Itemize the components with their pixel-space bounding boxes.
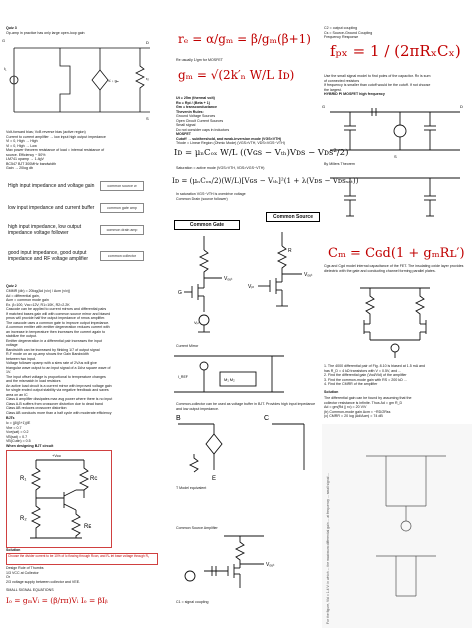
svg-text:I_REF: I_REF [178,375,188,379]
solution-text: Choose the divider current to be 10% of Ic flowing through Rcon, and Rₑ let base voltage through R₂ [8,554,150,558]
column-left [0,0,160,632]
notes-b: CMMR (db) = 20log(Ad (v/v) / Acm (v/v)) Ad = differential gain, Acm = common mode gain Ex. β=100, Vcc=12V, R1=10K, R2=2.2K Cascode can be applied to current mirrors and differential pairs If matched bases gain will with common source mirror and biased pmos will provide half the output impedance of nmos amplifier. The cascode uses a common gate to improve output impedance. A common emitter with emitter degeneration reduces current with an increase in temperature then increases the current again to stabilize the output. Emitter degeneration in a differential pair increases the input voltage Bandwidth can be increased by flinking 1/7 of output signal R-F mode on an op-amp shows the Gain Bandwidth between two input. Voltage follower opamp with a slew rate of 2V/us will give triangular wave output to an input signal of a 1khz square wave of 1V. The input offset voltage is proportional to temperature changes and the mismatch in load resistors An active load circuit is a current mirror with improved voltage gain for single ended output stability via negative feedback and saves area on an IC Class A amplifier dissipates max avg power where there is no input Class A-B suffers from crossover distortion due to dead band Class AB reduces crossover distortion Class AB conducts more than a half cycle with moderate efficiency [6,289,113,415]
common-source-label: Common Source [266,212,320,222]
table-row: high input impedance, low output impedance voltage follower common drain amp [6,219,146,241]
table-row: High input impedance and voltage gain common source w [6,175,146,197]
common-gate-schematic [164,232,314,342]
bjts-title: BJTs [6,416,15,420]
bce-label-c: C [264,415,270,422]
svg-text:I₁: I₁ [4,66,7,71]
svg-text:G: G [322,104,326,109]
when-designing: When designing BJT circuit [6,444,54,448]
quiz3-title: Quiz 3 [6,26,17,30]
miller-equation: Cₘ = Cɢd(1 + gₘRʟ′) [328,246,465,261]
cs-coupling-note: C1 = signal coupling [176,600,209,604]
table-row: low input impedance and current buffer common gate amp [6,197,146,219]
rc-label: Rc [90,476,98,482]
rsat-note: Re usually 1/gm for MOSFET [176,58,223,62]
t-model-title: T Model equivalent [176,486,207,490]
solution-title: Solution [6,548,21,552]
notes-a: Volt-forward bias; VcB reverse bias (active region) Current to current amplifier → low input high output impedance Vi = 0, High → High Vi = 0, High → Low Max power theorem resistance of load = internal resistance of source. Efficiency ~ 50% LM741 opamp → 1.4gV BC547 BJT 300MHz bandwidth Gain → 20log db [6,130,106,170]
svg-text:Vᵢₙ: Vᵢₙ [248,284,255,290]
saturation-equation: Iᴅ = (μₙCₒₓ/2)(W/L)[Vɢs − Vₜₕ]²(1 + λ(Vᴅs − Vᴅsₛₐₜ)) [172,176,359,185]
svg-text:M₁ M₂: M₁ M₂ [224,377,235,382]
r1-label: R₁ [20,476,27,482]
svg-text:Vₒᵤₜ: Vₒᵤₜ [224,276,233,282]
cs-amplifier-schematic [164,532,314,598]
diff-pair-schematic [320,282,470,362]
quiz2-title: Quiz 2 [6,284,17,288]
bjt-bias-schematic [6,450,110,546]
svg-text:rₒ: rₒ [146,76,149,81]
triode-equation: Iᴅ = μₙCₒₓ W/L ((Vɢs − Vₜₕ)Vᴅs − Vᴅs²/2) [174,148,349,158]
current-mirror-schematic [164,350,314,400]
notes-c: Ic = (β/(β+1))IE Vbe = 0.7 Vce(sat) = 0.2 VB(sat) = 0.7 VB(Cutin) = 0.5 [6,421,31,443]
solution-sub-notes: The differential gain can be found by assuming that the collector resistance is infinite. Thus Ad = gm R_D Ad = gm(Rd || ro) = 20 V/V (b) Common-mode gain Acm ≈ −RD/2Rss (c) CMRR = 20 log |Ad/Acm| = 74 dB [324,396,412,418]
hybrid-pi-schematic [320,100,470,160]
common-drain-note: Common Drain (source follower) [176,197,228,201]
column-right [320,0,474,632]
notes-d: Design Rule of Thumbs 1/3 VCC at Collector Or 2/3 voltage supply between collector and VEE. [6,566,81,584]
common-gate-label: Common Gate [174,220,240,230]
table-row: good input impedance, good output impedance and RF voltage amplifier common collector [6,241,146,271]
common-collector-note: Common-collector can be used as voltage buffer in BJT. Provides high input impedance and low output impedance. [176,402,316,411]
fpx-equation: fₚₓ = 1 / (2πRₓCₓ) [330,42,461,60]
problem-notes: 1. The 4000 differential pair of Fig. 8.10 is biased at 1.5 mA and has R_D = 4 kΩ transistors with V = 0.5V, and ... 2. Find the differential gain (Vod/Vid) of the amplifier 3. Find the common-mode gain with RS = 200 kΩ ... 4. Find the CMRR of the amplifier [324,364,425,386]
svg-text:S: S [394,154,397,159]
current-source-circuit [0,36,160,126]
svg-text:G: G [2,38,6,43]
amplifier-table [6,175,146,271]
scanned-circuit [356,436,466,616]
svg-text:Vᵢₙ: Vᵢₙ [194,320,199,325]
saturation-note: Saturation = active mode (VGS>VTH, VDS>VGS−VTH) [176,166,265,170]
svg-text:S: S [146,116,149,121]
rotated-side-note: For the figure, Vid = 1.4 V: in which ... the maximum differential gain ... at frequency ... small signal ... [326,472,330,624]
freq-notes: Use the small signal model to find poles of the capacitor. Rx is sum of connected resistors If frequency is smaller than cutoff would be the cutoff. If not choose the largest. HYBRID PI MOSFET high frequency [324,74,431,96]
svg-text:R: R [288,248,292,254]
small-signal-title: SMALL SIGNAL EQUATIONS [6,588,54,592]
svg-text:D: D [460,104,463,109]
bce-label-b: B [176,415,181,422]
vcc-label: +Vcc [52,453,62,458]
coupling-notes: C2 = output coupling Cs = Source-Ground Coupling Frequency Response [324,26,373,39]
r2-label: R₂ [20,516,27,522]
notes-mid-a: Ut = 25m (thermal volt) Ro = Rpi / (Beta + 1) Gm = transconductance Thevenin Rules: Ground Voltage Sources Open Circuit Current Sources Small signal Do not consider caps in inductors MOSFET Cutoff → subthreshold, and weak-inversion mode (VGS<VTH) Triode = Linear Region (Ohmic Mode) (VGS>VTH, VDS<VGS−VTH) [176,96,285,145]
small-signal-equation: Iₒ = gₘVᵢ = (β/rπ)Vᵢ Iₒ = βIᵦ [6,596,108,605]
miller-title: By Millers Theorem [324,162,355,166]
bce-label-e: E [212,476,217,482]
re-label: Rᴇ [84,524,92,530]
svg-text:G: G [178,290,182,296]
quiz3-subtitle: Op-amp in practice has only large open-loop gain [6,31,85,35]
miller-note: Cgs and Cgd model internal capacitance of the FET. The insulating oxide layer provides dielectric with the gate and conducting channel forming parallel plates. [324,264,464,273]
svg-text:Vᵢ ↓ gₘ: Vᵢ ↓ gₘ [108,79,119,83]
svg-text:Vₒᵤₜ: Vₒᵤₜ [304,272,313,278]
overdrive-note: In saturation VGS−VTH is overdrive voltage [176,192,246,196]
t-model-schematic [164,414,314,484]
cs-amp-title: Common Source Amplifier [176,526,218,530]
re-equation: rₑ = α/gₘ = β/gₘ(β+1) [178,32,311,46]
gm-equation: gₘ = √(2k′ₙ W/L Iᴅ) [178,68,295,82]
svg-text:Vₒᵤₜ: Vₒᵤₜ [266,562,275,568]
svg-text:D: D [146,40,149,45]
solution-word: Solution [324,390,339,394]
current-mirror-title: Current Mirror [176,344,199,348]
miller-schematic [320,168,470,238]
